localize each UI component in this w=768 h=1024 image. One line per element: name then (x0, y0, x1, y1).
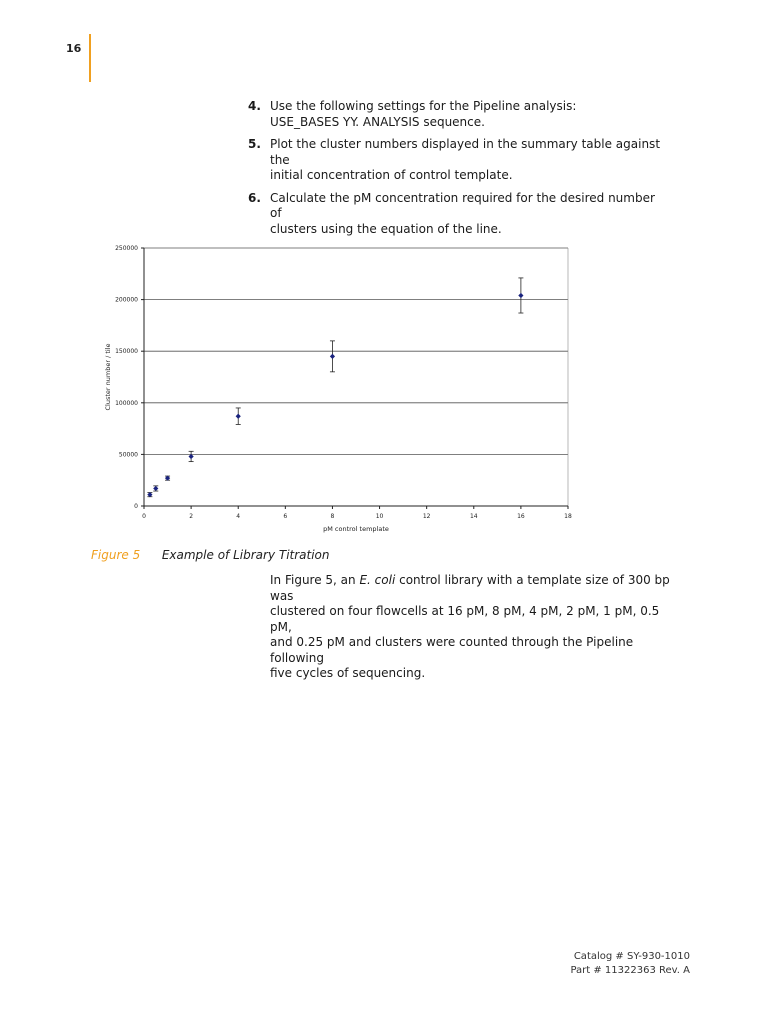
figure-caption (91, 548, 330, 562)
y-tick-label: 250000 (115, 245, 138, 252)
page-footer (570, 950, 690, 978)
y-tick-label: 50000 (118, 451, 138, 459)
x-tick-label: 8 (330, 513, 335, 520)
step-item (248, 99, 668, 130)
step-text: Plot the cluster numbers displayed in the summary table against the (270, 137, 661, 167)
paragraph-text: control library with a template size of 300 bp was (270, 573, 670, 603)
step-number: 6. (248, 190, 261, 205)
step-item (248, 137, 668, 184)
data-point (330, 354, 335, 359)
catalog-number: Catalog # SY-930-1010 (573, 951, 690, 962)
step-number: 4. (248, 99, 261, 113)
step-text: USE_BASES YY. ANALYSIS sequence. (270, 114, 485, 129)
chart-svg (100, 214, 580, 540)
step-number: 5. (248, 137, 261, 151)
y-tick-label: 100000 (115, 399, 138, 407)
y-axis-title: Cluster number / tile (104, 343, 112, 411)
x-tick-label: 18 (564, 513, 572, 520)
page-number: 16 (66, 42, 82, 55)
step-text: Use the following settings for the Pipeline analysis: (270, 99, 577, 113)
data-point (236, 414, 241, 419)
paragraph-line: five cycles of sequencing. (270, 666, 426, 680)
titration-chart (100, 214, 580, 540)
y-tick-label: 0 (134, 503, 138, 510)
paragraph-line (270, 573, 675, 604)
figure-title: Example of Library Titration (161, 548, 330, 562)
paragraph-line: clustered on four flowcells at 16 pM, 8 pM, 4 pM, 2 pM, 1 pM, 0.5 pM, (270, 604, 660, 634)
part-number: Part # 11322363 Rev. A (570, 965, 690, 976)
x-tick-label: 2 (189, 513, 194, 520)
figure-label: Figure 5 (91, 548, 141, 562)
x-axis-title: pM control template (323, 525, 389, 533)
step-text: Calculate the pM concentration required for the desired number of (270, 190, 655, 220)
data-point (518, 293, 523, 298)
x-tick-label: 6 (283, 513, 288, 520)
x-tick-label: 16 (517, 513, 525, 520)
body-paragraph (270, 573, 675, 682)
x-tick-label: 10 (375, 513, 384, 520)
y-tick-label: 200000 (115, 296, 138, 304)
x-tick-label: 12 (422, 513, 431, 520)
x-tick-label: 14 (469, 513, 478, 520)
paragraph-text: In Figure 5, an (270, 573, 360, 587)
paragraph-line: and 0.25 pM and clusters were counted through the Pipeline following (270, 635, 634, 665)
x-tick-label: 4 (236, 513, 241, 520)
step-text: initial concentration of control template. (270, 168, 513, 182)
organism-name: E. coli (359, 573, 396, 587)
data-point (153, 486, 158, 491)
step-text: clusters using the equation of the line. (270, 221, 502, 236)
margin-rule (89, 34, 91, 82)
y-tick-label: 150000 (115, 348, 138, 356)
x-tick-label: 0 (142, 513, 146, 520)
